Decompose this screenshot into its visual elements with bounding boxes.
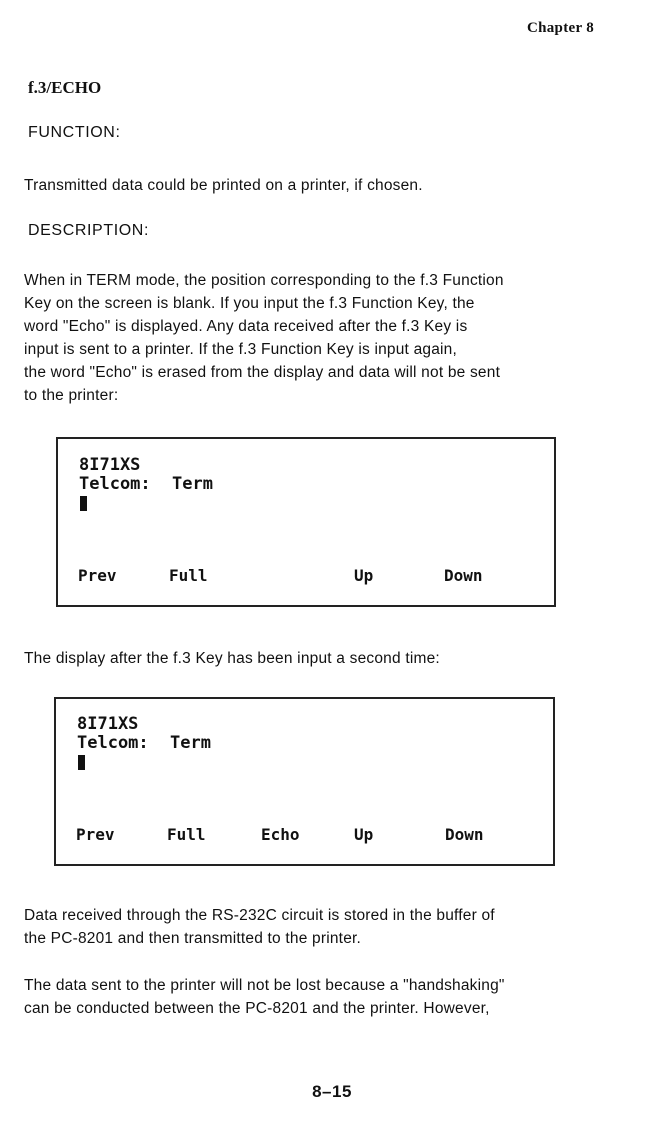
buffer-paragraph <box>24 904 596 950</box>
screen-line-id: 8I71XS <box>79 455 141 475</box>
softkey-f5: Down <box>444 566 483 585</box>
description-line: input is sent to a printer. If the f.3 Function Key is input again, <box>24 341 458 358</box>
lcd-screen-before <box>56 437 556 607</box>
softkey-f1: Prev <box>78 566 117 585</box>
lcd-screen-after <box>54 697 555 866</box>
function-heading: FUNCTION: <box>28 124 121 141</box>
description-line: When in TERM mode, the position corresponding to the f.3 Function <box>24 272 504 289</box>
section-title: f.3/ECHO <box>28 78 102 97</box>
softkey-f5: Down <box>445 825 484 844</box>
description-line: to the printer: <box>24 387 119 404</box>
softkey-f2: Full <box>169 566 208 585</box>
cursor-block <box>78 755 85 770</box>
description-line: word "Echo" is displayed. Any data received after the f.3 Key is <box>24 318 468 335</box>
cursor-block <box>80 496 87 511</box>
function-text: Transmitted data could be printed on a printer, if chosen. <box>24 177 423 194</box>
screen-telcom-label: Telcom: <box>77 733 149 753</box>
screen-telcom-label: Telcom: <box>79 474 151 494</box>
description-line: the word "Echo" is erased from the display and data will not be sent <box>24 364 501 381</box>
body-line: can be conducted between the PC-8201 and the printer. However, <box>24 1000 490 1017</box>
body-line: Data received through the RS-232C circuit is stored in the buffer of <box>24 907 495 924</box>
page-number: 8–15 <box>312 1082 352 1101</box>
body-line: the PC-8201 and then transmitted to the printer. <box>24 930 362 947</box>
handshaking-paragraph <box>24 974 596 1020</box>
screen-mode-value: Term <box>172 474 213 494</box>
body-line: The data sent to the printer will not be lost because a "handshaking" <box>24 977 505 994</box>
screen-line-id: 8I71XS <box>77 714 139 734</box>
chapter-header: Chapter 8 <box>526 20 594 36</box>
screen-mode-value: Term <box>170 733 211 753</box>
description-line: Key on the screen is blank. If you input the f.3 Function Key, the <box>24 295 475 312</box>
description-heading: DESCRIPTION: <box>28 222 149 239</box>
softkey-f4: Up <box>354 825 374 844</box>
description-paragraph <box>24 269 596 407</box>
softkey-f3-echo: Echo <box>261 825 300 844</box>
softkey-f2: Full <box>167 825 206 844</box>
softkey-f4: Up <box>354 566 374 585</box>
softkey-f1: Prev <box>76 825 115 844</box>
between-text: The display after the f.3 Key has been input a second time: <box>24 650 440 667</box>
